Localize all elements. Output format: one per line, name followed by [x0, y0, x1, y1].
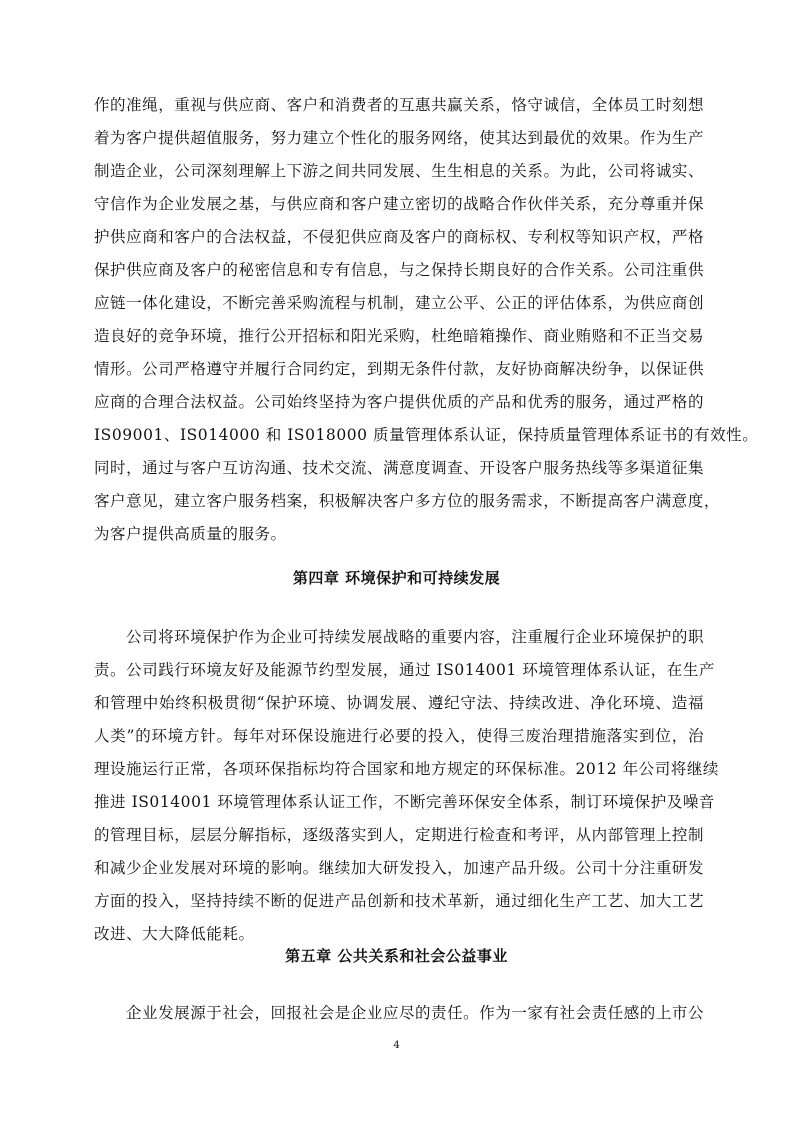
- text-line: 情形。公司严格遵守并履行合同约定，到期无条件付款，友好协商解决纷争，以保证供: [94, 360, 704, 378]
- text-line: 和管理中始终积极贯彻“保护环境、协调发展、遵纪守法、持续改进、净化环境、造福: [94, 694, 704, 712]
- text-line: 公司将环境保护作为企业可持续发展战略的重要内容，注重履行企业环境保护的职: [126, 628, 704, 646]
- text-line: 制造企业，公司深刻理解上下游之间共同发展、生生相息的关系。为此，公司将诚实、: [94, 162, 704, 180]
- text-line: 为客户提供高质量的服务。: [94, 525, 287, 543]
- text-line: 推进 IS014001 环境管理体系认证工作，不断完善环保安全体系，制订环境保护及噪音: [94, 793, 715, 811]
- text-line: 着为客户提供超值服务，努力建立个性化的服务网络，使其达到最优的效果。作为生产: [94, 129, 704, 147]
- text-line: 守信作为企业发展之基，与供应商和客户建立密切的战略合作伙伴关系，充分尊重并保: [94, 195, 704, 213]
- chapter-5-heading: 第五章 公共关系和社会公益事业: [285, 947, 508, 965]
- text-line: 的管理目标，层层分解指标，逐级落实到人，定期进行检查和考评，从内部管理上控制: [94, 826, 704, 844]
- text-line: 改进、大大降低能耗。: [94, 925, 255, 943]
- text-line: 作的准绳，重视与供应商、客户和消费者的互惠共赢关系，恪守诚信，全体员工时刻想: [94, 96, 704, 114]
- text-line: 和减少企业发展对环境的影响。继续加大研发投入，加速产品升级。公司十分注重研发: [94, 859, 704, 877]
- text-line: 责。公司践行环境友好及能源节约型发展，通过 IS014001 环境管理体系认证，在生产: [94, 661, 715, 679]
- text-line: 企业发展源于社会，回报社会是企业应尽的责任。作为一家有社会责任感的上市公: [126, 1004, 704, 1022]
- text-line: 应链一体化建设，不断完善采购流程与机制，建立公平、公正的评估体系，为供应商创: [94, 294, 704, 312]
- text-line: 护供应商和客户的合法权益，不侵犯供应商及客户的商标权、专利权等知识产权，严格: [94, 228, 704, 246]
- text-line: 保护供应商及客户的秘密信息和专有信息，与之保持长期良好的合作关系。公司注重供: [94, 261, 704, 279]
- chapter-4-heading: 第四章 环境保护和可持续发展: [292, 569, 501, 587]
- text-line: 理设施运行正常，各项环保指标均符合国家和地方规定的环保标准。2012 年公司将继续: [94, 760, 719, 778]
- text-line: 方面的投入，坚持持续不断的促进产品创新和技术革新，通过细化生产工艺、加大工艺: [94, 892, 704, 910]
- text-line: 应商的合理合法权益。公司始终坚持为客户提供优质的产品和优秀的服务，通过严格的: [94, 393, 704, 411]
- text-line: IS09001、IS014000 和 IS018000 质量管理体系认证，保持质量管理体系证书的有效性。: [94, 426, 759, 444]
- text-line: 客户意见，建立客户服务档案，积极解决客户多方位的服务需求，不断提高客户满意度，: [94, 492, 720, 510]
- text-line: 人类”的环境方针。每年对环保设施进行必要的投入，使得三废治理措施落实到位，治: [94, 727, 704, 745]
- page-number: 4: [393, 1040, 400, 1051]
- text-line: 造良好的竞争环境，推行公开招标和阳光采购，杜绝暗箱操作、商业贿赂和不正当交易: [94, 327, 704, 345]
- text-line: 同时，通过与客户互访沟通、技术交流、满意度调查、开设客户服务热线等多渠道征集: [94, 459, 704, 477]
